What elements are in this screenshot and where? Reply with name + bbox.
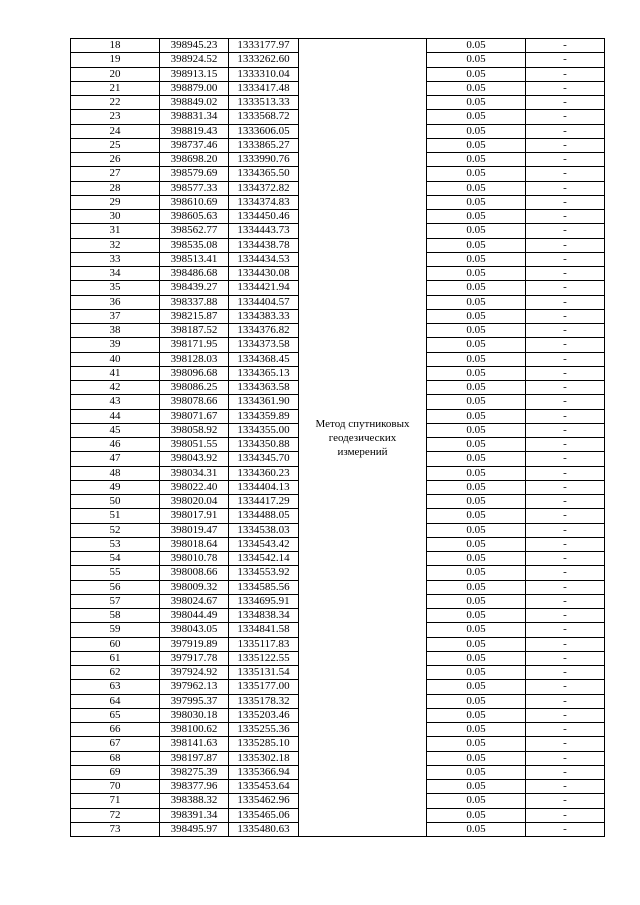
note-cell: -: [526, 295, 605, 309]
x-coordinate-cell: 398034.31: [160, 466, 229, 480]
y-coordinate-cell: 1333417.48: [229, 81, 299, 95]
note-cell: -: [526, 708, 605, 722]
x-coordinate-cell: 398100.62: [160, 723, 229, 737]
note-cell: -: [526, 395, 605, 409]
note-cell: -: [526, 409, 605, 423]
point-number-cell: 72: [71, 808, 160, 822]
x-coordinate-cell: 398275.39: [160, 765, 229, 779]
point-number-cell: 24: [71, 124, 160, 138]
accuracy-cell: 0.05: [427, 395, 526, 409]
x-coordinate-cell: 398141.63: [160, 737, 229, 751]
accuracy-cell: 0.05: [427, 666, 526, 680]
y-coordinate-cell: 1335178.32: [229, 694, 299, 708]
x-coordinate-cell: 398513.41: [160, 252, 229, 266]
accuracy-cell: 0.05: [427, 680, 526, 694]
y-coordinate-cell: 1335285.10: [229, 737, 299, 751]
accuracy-cell: 0.05: [427, 81, 526, 95]
y-coordinate-cell: 1334404.57: [229, 295, 299, 309]
y-coordinate-cell: 1334417.29: [229, 495, 299, 509]
x-coordinate-cell: 398439.27: [160, 281, 229, 295]
point-number-cell: 28: [71, 181, 160, 195]
y-coordinate-cell: 1334365.50: [229, 167, 299, 181]
accuracy-cell: 0.05: [427, 509, 526, 523]
y-coordinate-cell: 1334553.92: [229, 566, 299, 580]
point-number-cell: 53: [71, 537, 160, 551]
note-cell: -: [526, 238, 605, 252]
point-number-cell: 57: [71, 594, 160, 608]
x-coordinate-cell: 398019.47: [160, 523, 229, 537]
point-number-cell: 41: [71, 366, 160, 380]
x-coordinate-cell: 397962.13: [160, 680, 229, 694]
note-cell: -: [526, 39, 605, 53]
point-number-cell: 65: [71, 708, 160, 722]
accuracy-cell: 0.05: [427, 224, 526, 238]
point-number-cell: 29: [71, 195, 160, 209]
y-coordinate-cell: 1334450.46: [229, 210, 299, 224]
x-coordinate-cell: 398009.32: [160, 580, 229, 594]
x-coordinate-cell: 398010.78: [160, 552, 229, 566]
y-coordinate-cell: 1335462.96: [229, 794, 299, 808]
point-number-cell: 70: [71, 780, 160, 794]
accuracy-cell: 0.05: [427, 466, 526, 480]
point-number-cell: 38: [71, 324, 160, 338]
note-cell: -: [526, 67, 605, 81]
accuracy-cell: 0.05: [427, 537, 526, 551]
accuracy-cell: 0.05: [427, 138, 526, 152]
point-number-cell: 20: [71, 67, 160, 81]
note-cell: -: [526, 737, 605, 751]
point-number-cell: 56: [71, 580, 160, 594]
y-coordinate-cell: 1335203.46: [229, 708, 299, 722]
note-cell: -: [526, 495, 605, 509]
accuracy-cell: 0.05: [427, 181, 526, 195]
accuracy-cell: 0.05: [427, 438, 526, 452]
accuracy-cell: 0.05: [427, 210, 526, 224]
note-cell: -: [526, 609, 605, 623]
accuracy-cell: 0.05: [427, 751, 526, 765]
x-coordinate-cell: 398577.33: [160, 181, 229, 195]
x-coordinate-cell: 398945.23: [160, 39, 229, 53]
x-coordinate-cell: 398022.40: [160, 480, 229, 494]
y-coordinate-cell: 1334841.58: [229, 623, 299, 637]
note-cell: -: [526, 338, 605, 352]
x-coordinate-cell: 398044.49: [160, 609, 229, 623]
note-cell: -: [526, 566, 605, 580]
y-coordinate-cell: 1335117.83: [229, 637, 299, 651]
y-coordinate-cell: 1334363.58: [229, 381, 299, 395]
accuracy-cell: 0.05: [427, 381, 526, 395]
accuracy-cell: 0.05: [427, 780, 526, 794]
point-number-cell: 68: [71, 751, 160, 765]
accuracy-cell: 0.05: [427, 423, 526, 437]
accuracy-cell: 0.05: [427, 167, 526, 181]
x-coordinate-cell: 398008.66: [160, 566, 229, 580]
accuracy-cell: 0.05: [427, 765, 526, 779]
note-cell: -: [526, 110, 605, 124]
y-coordinate-cell: 1334365.13: [229, 366, 299, 380]
accuracy-cell: 0.05: [427, 552, 526, 566]
y-coordinate-cell: 1335177.00: [229, 680, 299, 694]
note-cell: -: [526, 224, 605, 238]
y-coordinate-cell: 1335453.64: [229, 780, 299, 794]
point-number-cell: 67: [71, 737, 160, 751]
accuracy-cell: 0.05: [427, 153, 526, 167]
x-coordinate-cell: 398078.66: [160, 395, 229, 409]
x-coordinate-cell: 398698.20: [160, 153, 229, 167]
accuracy-cell: 0.05: [427, 338, 526, 352]
note-cell: -: [526, 381, 605, 395]
y-coordinate-cell: 1334345.70: [229, 452, 299, 466]
note-cell: -: [526, 594, 605, 608]
note-cell: -: [526, 666, 605, 680]
y-coordinate-cell: 1335480.63: [229, 822, 299, 836]
point-number-cell: 49: [71, 480, 160, 494]
note-cell: -: [526, 808, 605, 822]
x-coordinate-cell: 398018.64: [160, 537, 229, 551]
x-coordinate-cell: 397917.78: [160, 651, 229, 665]
note-cell: -: [526, 138, 605, 152]
y-coordinate-cell: 1334355.00: [229, 423, 299, 437]
note-cell: -: [526, 281, 605, 295]
x-coordinate-cell: 398737.46: [160, 138, 229, 152]
accuracy-cell: 0.05: [427, 267, 526, 281]
point-number-cell: 40: [71, 352, 160, 366]
point-number-cell: 46: [71, 438, 160, 452]
note-cell: -: [526, 195, 605, 209]
point-number-cell: 45: [71, 423, 160, 437]
point-number-cell: 22: [71, 96, 160, 110]
point-number-cell: 60: [71, 637, 160, 651]
point-number-cell: 51: [71, 509, 160, 523]
accuracy-cell: 0.05: [427, 352, 526, 366]
note-cell: -: [526, 352, 605, 366]
y-coordinate-cell: 1334374.83: [229, 195, 299, 209]
x-coordinate-cell: 398831.34: [160, 110, 229, 124]
point-number-cell: 63: [71, 680, 160, 694]
note-cell: -: [526, 480, 605, 494]
note-cell: -: [526, 694, 605, 708]
point-number-cell: 73: [71, 822, 160, 836]
x-coordinate-cell: 398017.91: [160, 509, 229, 523]
accuracy-cell: 0.05: [427, 409, 526, 423]
accuracy-cell: 0.05: [427, 623, 526, 637]
y-coordinate-cell: 1334585.56: [229, 580, 299, 594]
x-coordinate-cell: 398913.15: [160, 67, 229, 81]
y-coordinate-cell: 1334368.45: [229, 352, 299, 366]
y-coordinate-cell: 1334542.14: [229, 552, 299, 566]
note-cell: -: [526, 167, 605, 181]
accuracy-cell: 0.05: [427, 794, 526, 808]
accuracy-cell: 0.05: [427, 580, 526, 594]
y-coordinate-cell: 1335302.18: [229, 751, 299, 765]
method-cell: Метод спутниковых геодезических измерений: [299, 39, 427, 837]
note-cell: -: [526, 81, 605, 95]
accuracy-cell: 0.05: [427, 808, 526, 822]
accuracy-cell: 0.05: [427, 523, 526, 537]
x-coordinate-cell: 398024.67: [160, 594, 229, 608]
y-coordinate-cell: 1334430.08: [229, 267, 299, 281]
x-coordinate-cell: 397995.37: [160, 694, 229, 708]
accuracy-cell: 0.05: [427, 822, 526, 836]
accuracy-cell: 0.05: [427, 67, 526, 81]
x-coordinate-cell: 398610.69: [160, 195, 229, 209]
note-cell: -: [526, 96, 605, 110]
point-number-cell: 18: [71, 39, 160, 53]
accuracy-cell: 0.05: [427, 53, 526, 67]
x-coordinate-cell: 398924.52: [160, 53, 229, 67]
note-cell: -: [526, 580, 605, 594]
y-coordinate-cell: 1334421.94: [229, 281, 299, 295]
note-cell: -: [526, 651, 605, 665]
accuracy-cell: 0.05: [427, 651, 526, 665]
note-cell: -: [526, 723, 605, 737]
y-coordinate-cell: 1333513.33: [229, 96, 299, 110]
y-coordinate-cell: 1334695.91: [229, 594, 299, 608]
x-coordinate-cell: 398071.67: [160, 409, 229, 423]
x-coordinate-cell: 398197.87: [160, 751, 229, 765]
y-coordinate-cell: 1333177.97: [229, 39, 299, 53]
point-number-cell: 30: [71, 210, 160, 224]
point-number-cell: 59: [71, 623, 160, 637]
x-coordinate-cell: 398391.34: [160, 808, 229, 822]
x-coordinate-cell: 398879.00: [160, 81, 229, 95]
accuracy-cell: 0.05: [427, 110, 526, 124]
x-coordinate-cell: 398043.05: [160, 623, 229, 637]
point-number-cell: 42: [71, 381, 160, 395]
accuracy-cell: 0.05: [427, 366, 526, 380]
x-coordinate-cell: 398486.68: [160, 267, 229, 281]
note-cell: -: [526, 267, 605, 281]
x-coordinate-cell: 398388.32: [160, 794, 229, 808]
y-coordinate-cell: 1334373.58: [229, 338, 299, 352]
y-coordinate-cell: 1335255.36: [229, 723, 299, 737]
note-cell: -: [526, 822, 605, 836]
accuracy-cell: 0.05: [427, 39, 526, 53]
note-cell: -: [526, 153, 605, 167]
x-coordinate-cell: 398215.87: [160, 309, 229, 323]
note-cell: -: [526, 124, 605, 138]
note-cell: -: [526, 309, 605, 323]
y-coordinate-cell: 1334360.23: [229, 466, 299, 480]
x-coordinate-cell: 397919.89: [160, 637, 229, 651]
y-coordinate-cell: 1334543.42: [229, 537, 299, 551]
y-coordinate-cell: 1334443.73: [229, 224, 299, 238]
note-cell: -: [526, 366, 605, 380]
x-coordinate-cell: 398819.43: [160, 124, 229, 138]
point-number-cell: 54: [71, 552, 160, 566]
y-coordinate-cell: 1333310.04: [229, 67, 299, 81]
note-cell: -: [526, 794, 605, 808]
x-coordinate-cell: 398030.18: [160, 708, 229, 722]
y-coordinate-cell: 1335465.06: [229, 808, 299, 822]
x-coordinate-cell: 398171.95: [160, 338, 229, 352]
table-row: [71, 39, 605, 53]
y-coordinate-cell: 1335366.94: [229, 765, 299, 779]
point-number-cell: 25: [71, 138, 160, 152]
accuracy-cell: 0.05: [427, 609, 526, 623]
point-number-cell: 37: [71, 309, 160, 323]
x-coordinate-cell: 398128.03: [160, 352, 229, 366]
note-cell: -: [526, 324, 605, 338]
y-coordinate-cell: 1334383.33: [229, 309, 299, 323]
accuracy-cell: 0.05: [427, 723, 526, 737]
point-number-cell: 62: [71, 666, 160, 680]
point-number-cell: 32: [71, 238, 160, 252]
accuracy-cell: 0.05: [427, 195, 526, 209]
accuracy-cell: 0.05: [427, 694, 526, 708]
note-cell: -: [526, 509, 605, 523]
accuracy-cell: 0.05: [427, 566, 526, 580]
accuracy-cell: 0.05: [427, 708, 526, 722]
note-cell: -: [526, 780, 605, 794]
accuracy-cell: 0.05: [427, 452, 526, 466]
point-number-cell: 36: [71, 295, 160, 309]
x-coordinate-cell: 398605.63: [160, 210, 229, 224]
point-number-cell: 21: [71, 81, 160, 95]
y-coordinate-cell: 1334838.34: [229, 609, 299, 623]
accuracy-cell: 0.05: [427, 637, 526, 651]
x-coordinate-cell: 398058.92: [160, 423, 229, 437]
x-coordinate-cell: 398337.88: [160, 295, 229, 309]
point-number-cell: 69: [71, 765, 160, 779]
y-coordinate-cell: 1333262.60: [229, 53, 299, 67]
y-coordinate-cell: 1334359.89: [229, 409, 299, 423]
accuracy-cell: 0.05: [427, 124, 526, 138]
point-number-cell: 48: [71, 466, 160, 480]
accuracy-cell: 0.05: [427, 281, 526, 295]
point-number-cell: 39: [71, 338, 160, 352]
point-number-cell: 50: [71, 495, 160, 509]
y-coordinate-cell: 1335131.54: [229, 666, 299, 680]
y-coordinate-cell: 1333865.27: [229, 138, 299, 152]
point-number-cell: 34: [71, 267, 160, 281]
point-number-cell: 19: [71, 53, 160, 67]
y-coordinate-cell: 1334434.53: [229, 252, 299, 266]
point-number-cell: 64: [71, 694, 160, 708]
x-coordinate-cell: 398086.25: [160, 381, 229, 395]
accuracy-cell: 0.05: [427, 295, 526, 309]
point-number-cell: 33: [71, 252, 160, 266]
x-coordinate-cell: 398535.08: [160, 238, 229, 252]
y-coordinate-cell: 1334361.90: [229, 395, 299, 409]
point-number-cell: 52: [71, 523, 160, 537]
point-number-cell: 23: [71, 110, 160, 124]
note-cell: -: [526, 751, 605, 765]
x-coordinate-cell: 398020.04: [160, 495, 229, 509]
note-cell: -: [526, 765, 605, 779]
point-number-cell: 31: [71, 224, 160, 238]
accuracy-cell: 0.05: [427, 324, 526, 338]
y-coordinate-cell: 1333568.72: [229, 110, 299, 124]
accuracy-cell: 0.05: [427, 480, 526, 494]
point-number-cell: 27: [71, 167, 160, 181]
note-cell: -: [526, 623, 605, 637]
point-number-cell: 71: [71, 794, 160, 808]
x-coordinate-cell: 397924.92: [160, 666, 229, 680]
point-number-cell: 35: [71, 281, 160, 295]
note-cell: -: [526, 53, 605, 67]
y-coordinate-cell: 1333606.05: [229, 124, 299, 138]
point-number-cell: 61: [71, 651, 160, 665]
x-coordinate-cell: 398562.77: [160, 224, 229, 238]
point-number-cell: 47: [71, 452, 160, 466]
note-cell: -: [526, 438, 605, 452]
note-cell: -: [526, 680, 605, 694]
accuracy-cell: 0.05: [427, 238, 526, 252]
accuracy-cell: 0.05: [427, 737, 526, 751]
y-coordinate-cell: 1334350.88: [229, 438, 299, 452]
y-coordinate-cell: 1333990.76: [229, 153, 299, 167]
note-cell: -: [526, 466, 605, 480]
accuracy-cell: 0.05: [427, 309, 526, 323]
x-coordinate-cell: 398051.55: [160, 438, 229, 452]
note-cell: -: [526, 252, 605, 266]
point-number-cell: 43: [71, 395, 160, 409]
y-coordinate-cell: 1334438.78: [229, 238, 299, 252]
accuracy-cell: 0.05: [427, 594, 526, 608]
point-number-cell: 26: [71, 153, 160, 167]
note-cell: -: [526, 637, 605, 651]
x-coordinate-cell: 398849.02: [160, 96, 229, 110]
point-number-cell: 66: [71, 723, 160, 737]
x-coordinate-cell: 398495.97: [160, 822, 229, 836]
note-cell: -: [526, 537, 605, 551]
accuracy-cell: 0.05: [427, 96, 526, 110]
note-cell: -: [526, 423, 605, 437]
note-cell: -: [526, 523, 605, 537]
note-cell: -: [526, 181, 605, 195]
x-coordinate-cell: 398579.69: [160, 167, 229, 181]
y-coordinate-cell: 1334372.82: [229, 181, 299, 195]
y-coordinate-cell: 1334538.03: [229, 523, 299, 537]
coordinates-table-body: [71, 39, 605, 837]
note-cell: -: [526, 210, 605, 224]
point-number-cell: 55: [71, 566, 160, 580]
y-coordinate-cell: 1334376.82: [229, 324, 299, 338]
y-coordinate-cell: 1334488.05: [229, 509, 299, 523]
x-coordinate-cell: 398377.96: [160, 780, 229, 794]
y-coordinate-cell: 1334404.13: [229, 480, 299, 494]
accuracy-cell: 0.05: [427, 252, 526, 266]
accuracy-cell: 0.05: [427, 495, 526, 509]
point-number-cell: 44: [71, 409, 160, 423]
x-coordinate-cell: 398187.52: [160, 324, 229, 338]
point-number-cell: 58: [71, 609, 160, 623]
note-cell: -: [526, 552, 605, 566]
x-coordinate-cell: 398043.92: [160, 452, 229, 466]
x-coordinate-cell: 398096.68: [160, 366, 229, 380]
y-coordinate-cell: 1335122.55: [229, 651, 299, 665]
note-cell: -: [526, 452, 605, 466]
coordinates-table: [70, 38, 605, 837]
